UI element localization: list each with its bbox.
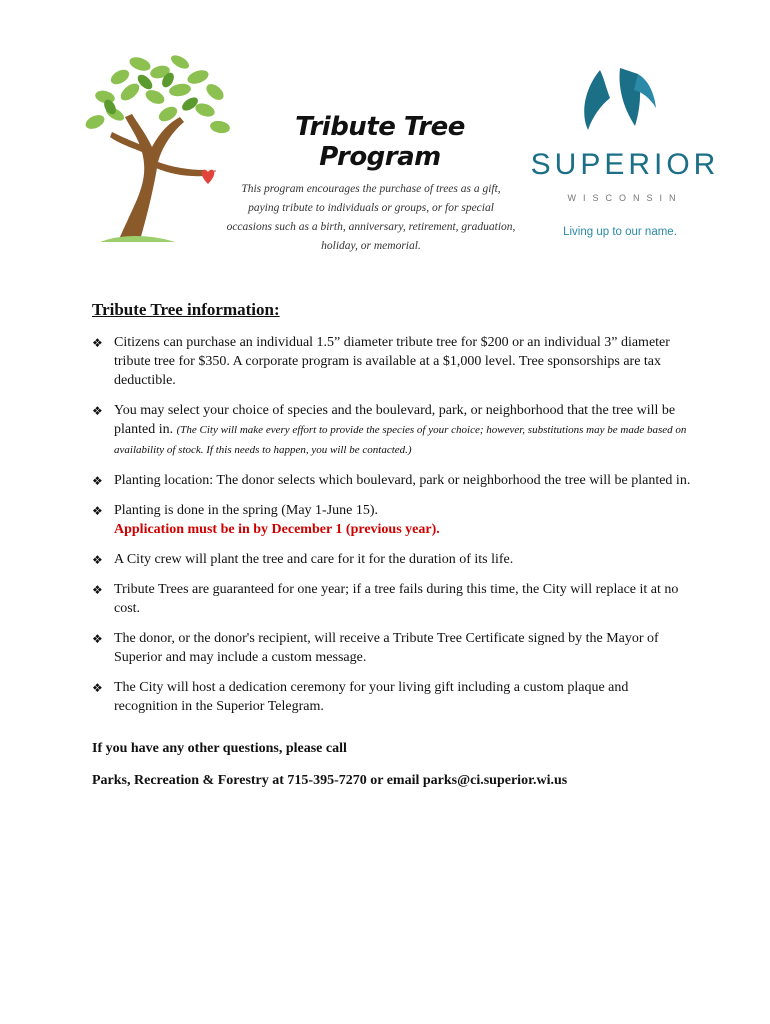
logo-state: WISCONSIN	[567, 193, 683, 203]
list-item	[92, 629, 692, 667]
list-item	[92, 471, 692, 490]
superior-logo	[530, 68, 720, 248]
deadline-notice: Application must be in by December 1 (previous year).	[114, 522, 440, 537]
logo-wordmark: SUPERIOR	[530, 148, 720, 181]
list-item-note: (The City will make every effort to provide the species of your choice; however, substitutions may be made based on availability of stock. If this needs to happen, you will be contacted.)	[114, 424, 687, 456]
list-item-text: You may select your choice of species and the boulevard, park, or neighborhood that the tree will be planted in.	[114, 403, 676, 437]
diamond-bullet-icon: ❖	[92, 404, 103, 418]
superior-emblem-icon	[530, 68, 720, 148]
list-item	[92, 333, 692, 390]
list-item	[92, 550, 692, 569]
list-item-text: The City will host a dedication ceremony for your living gift including a custom plaque and recognition in the Superior Telegram.	[114, 680, 629, 714]
logo-tagline: Living up to our name.	[563, 226, 677, 238]
list-item-text: A City crew will plant the tree and care for it for the duration of its life.	[114, 552, 514, 567]
list-item	[92, 678, 692, 716]
diamond-bullet-icon: ❖	[92, 583, 103, 597]
diamond-bullet-icon: ❖	[92, 681, 103, 695]
list-item	[92, 501, 692, 539]
diamond-bullet-icon: ❖	[92, 336, 103, 350]
tribute-tree-illustration	[80, 52, 240, 252]
list-item-text: Tribute Trees are guaranteed for one year; if a tree fails during this time, the City will replace it at no cost.	[114, 582, 679, 616]
diamond-bullet-icon: ❖	[92, 553, 103, 567]
page-title: Tribute Tree Program	[295, 112, 465, 172]
list-item-text: Planting is done in the spring (May 1-June 15).	[114, 503, 379, 518]
list-item	[92, 401, 692, 460]
list-item-text: Citizens can purchase an individual 1.5” diameter tribute tree for $200 or an individual 3” diameter tribute tree for $350. A corporate program is available at a $1,000 level. Tree sponsorships are tax deductible.	[114, 335, 670, 388]
info-list	[92, 333, 692, 727]
diamond-bullet-icon: ❖	[92, 632, 103, 646]
intro-text: This program encourages the purchase of trees as a gift, paying tribute to individuals or groups, or for special occasions such as a birth, anniversary, retirement, graduation, holiday, or memorial.	[226, 183, 516, 252]
list-item	[92, 580, 692, 618]
list-item-text: The donor, or the donor's recipient, will receive a Tribute Tree Certificate signed by the Mayor of Superior and may include a custom message.	[114, 631, 659, 665]
list-item-text: Planting location: The donor selects which boulevard, park or neighborhood the tree will be planted in.	[114, 473, 691, 488]
contact-question: If you have any other questions, please call	[92, 741, 347, 756]
section-heading: Tribute Tree information:	[92, 300, 280, 319]
diamond-bullet-icon: ❖	[92, 474, 103, 488]
contact-details: Parks, Recreation & Forestry at 715-395-7270 or email parks@ci.superior.wi.us	[92, 773, 568, 788]
diamond-bullet-icon: ❖	[92, 504, 103, 518]
